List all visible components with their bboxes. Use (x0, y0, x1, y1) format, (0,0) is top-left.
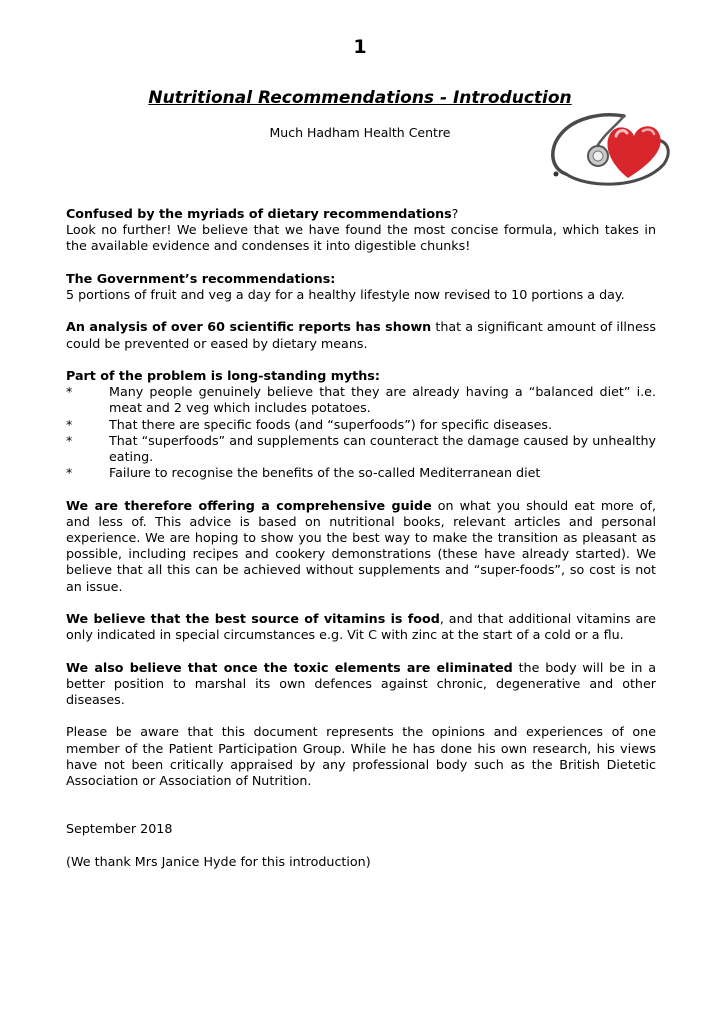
section-vitamins-text: , and that additional vitamins are only indicated in special circumstances e.g. Vit C with zinc at the start of a cold or a flu. (66, 611, 656, 643)
document-body (66, 206, 656, 886)
section-analysis (66, 319, 656, 351)
section-analysis-text: that a significant amount of illness could be prevented or eased by dietary means. (66, 319, 656, 351)
section-myths-heading: Part of the problem is long-standing myths: (66, 367, 380, 383)
bullet-star: * (66, 416, 73, 432)
bullet-star: * (66, 384, 73, 400)
section-confused-heading-end: ? (451, 206, 459, 221)
acknowledgement: (We thank Mrs Janice Hyde for this introduction) (66, 853, 371, 869)
section-guide (66, 498, 656, 595)
section-guide-text: on what you should eat more of, and less of. This advice is based on nutritional books, relevant articles and personal experience. We are hoping to show you the best way to make the transition as pleasant as possible, including recipes and cookery demonstrations (these have already started). We believe that all this can be achieved without supplements and “super-foods”, so cost is not an issue. (66, 497, 656, 594)
page-number: 1 (353, 36, 367, 58)
myths-list (66, 384, 656, 481)
bullet-star: * (66, 432, 73, 448)
section-vitamins (66, 611, 656, 643)
list-item-text: Failure to recognise the benefits of the so-called Mediterranean diet (109, 465, 541, 481)
section-guide-heading: We are therefore offering a comprehensive guide (66, 497, 432, 513)
list-item (66, 433, 656, 465)
stethoscope-heart-icon (546, 104, 672, 190)
section-confused-heading: Confused by the myriads of dietary recommendations (66, 206, 452, 221)
section-myths (66, 368, 656, 481)
section-confused-text: Look no further! We believe that we have found the most concise formula, which takes in the available evidence and condenses it into digestible chunks! (66, 222, 656, 254)
list-item (66, 465, 656, 481)
section-toxic-text: the body will be in a better position to marshal its own defences against chronic, degenerative and other diseases. (66, 659, 656, 707)
list-item (66, 417, 656, 433)
section-government-text: 5 portions of fruit and veg a day for a healthy lifestyle now revised to 10 portions a day. (66, 287, 625, 302)
section-disclaimer-text: Please be aware that this document represents the opinions and experiences of one member of the Patient Participation Group. While he has done his own research, his views have not been critically appraised by any professional body such as the British Dietetic Association or Association of Nutrition. (66, 724, 656, 788)
document-date: September 2018 (66, 821, 173, 837)
list-item-text: Many people genuinely believe that they are already having a “balanced diet” i.e. meat and 2 veg which includes potatoes. (109, 384, 656, 416)
list-item (66, 384, 656, 416)
page-subtitle: Much Hadham Health Centre (269, 125, 451, 140)
page-title: Nutritional Recommendations - Introduction (148, 88, 572, 108)
bullet-star: * (66, 465, 73, 481)
section-government (66, 271, 656, 303)
list-item-text: That there are specific foods (and “superfoods”) for specific diseases. (109, 416, 553, 432)
section-vitamins-heading: We believe that the best source of vitamins is food (66, 611, 440, 626)
section-government-heading: The Government’s recommendations: (66, 270, 336, 286)
section-toxic (66, 660, 656, 709)
section-confused (66, 206, 656, 255)
list-item-text: That “superfoods” and supplements can counteract the damage caused by unhealthy eating. (109, 432, 656, 464)
section-analysis-heading: An analysis of over 60 scientific reports has shown (66, 319, 432, 335)
section-disclaimer (66, 724, 656, 789)
section-toxic-heading: We also believe that once the toxic elements are eliminated (66, 659, 513, 675)
